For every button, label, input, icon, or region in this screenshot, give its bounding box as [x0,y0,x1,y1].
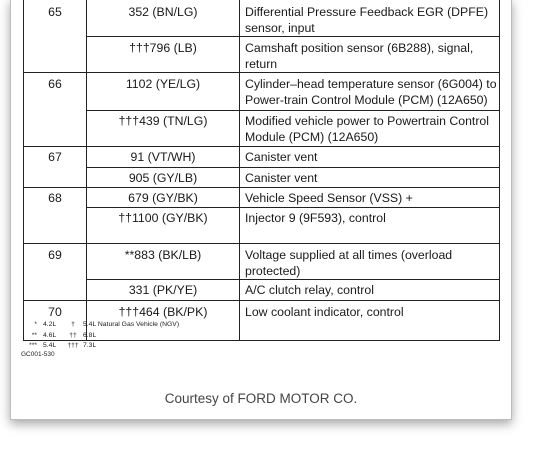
footnote-legend [21,320,179,352]
wire-code: 905 (GY/LB) [87,168,240,188]
table-row [24,244,500,280]
wire-code: 1102 (YE/LG) [87,73,240,111]
circuit-description: Cylinder–head temperature sensor (6G004) to Power-train Control Module (PCM) (12A650) [240,73,500,111]
circuit-description: Differential Pressure Feedback EGR (DPFE) sensor, input [240,0,500,37]
table-row [24,73,500,111]
legend-symbol: ** [31,331,37,339]
legend-value: 4.6L [43,331,57,339]
circuit-description: A/C clutch relay, control [240,280,500,301]
table-row [24,111,500,147]
legend-value: 6.8L [83,331,97,339]
wire-code: 91 (VT/WH) [87,147,240,168]
legend-row [21,320,179,331]
circuit-description: Injector 9 (9F593), control [240,208,500,244]
legend-symbol: *** [29,342,37,349]
pin-number: 67 [24,147,87,188]
courtesy-caption: Courtesy of FORD MOTOR CO. [164,391,358,406]
wire-code: †††796 (LB) [87,37,240,73]
table-row [24,147,500,168]
wire-code: 331 (PK/YE) [87,280,240,301]
circuit-description: Voltage supplied at all times (overload protected) [240,244,500,280]
legend-value: 5.4L Natural Gas Vehicle (NGV) [83,321,180,328]
wire-code: **883 (BK/LB) [87,244,240,280]
legend-value: 5.4L [43,342,57,349]
circuit-description: Camshaft position sensor (6B288), signal, return [240,37,500,73]
pin-number: 70 [24,301,87,341]
table-row [24,168,500,188]
legend-row [21,331,179,342]
pin-number: 68 [24,188,87,244]
circuit-description: Canister vent [240,147,500,168]
table-row [24,37,500,73]
legend-value: 7.3L [83,342,97,349]
legend-symbol: †† [69,331,77,339]
pin-number: 69 [24,244,87,301]
table-row [24,280,500,301]
wire-code: †††464 (BK/PK) [87,301,240,341]
wire-code: 679 (GY/BK) [87,188,240,208]
circuit-description: Modified vehicle power to Powertrain Control Module (PCM) (12A650) [240,111,500,147]
pin-number: 66 [24,73,87,147]
legend-row [21,341,179,352]
table-row [24,0,500,37]
pin-table [23,0,500,341]
table-row [24,208,500,244]
wire-code: †††439 (TN/LG) [87,111,240,147]
legend-symbol: ††† [67,342,79,349]
document-page [10,0,512,420]
legend-value: 4.2L [43,321,57,328]
legend-symbol: † [71,321,75,328]
legend-symbol: * [34,321,37,328]
circuit-description: Canister vent [240,168,500,188]
figure-code: GC001-530 [21,351,55,358]
wire-code: ††1100 (GY/BK) [87,208,240,244]
table-row [24,188,500,208]
pin-number: 65 [24,0,87,73]
circuit-description: Vehicle Speed Sensor (VSS) + [240,188,500,208]
circuit-description: Low coolant indicator, control [240,301,500,341]
wire-code: 352 (BN/LG) [87,0,240,37]
